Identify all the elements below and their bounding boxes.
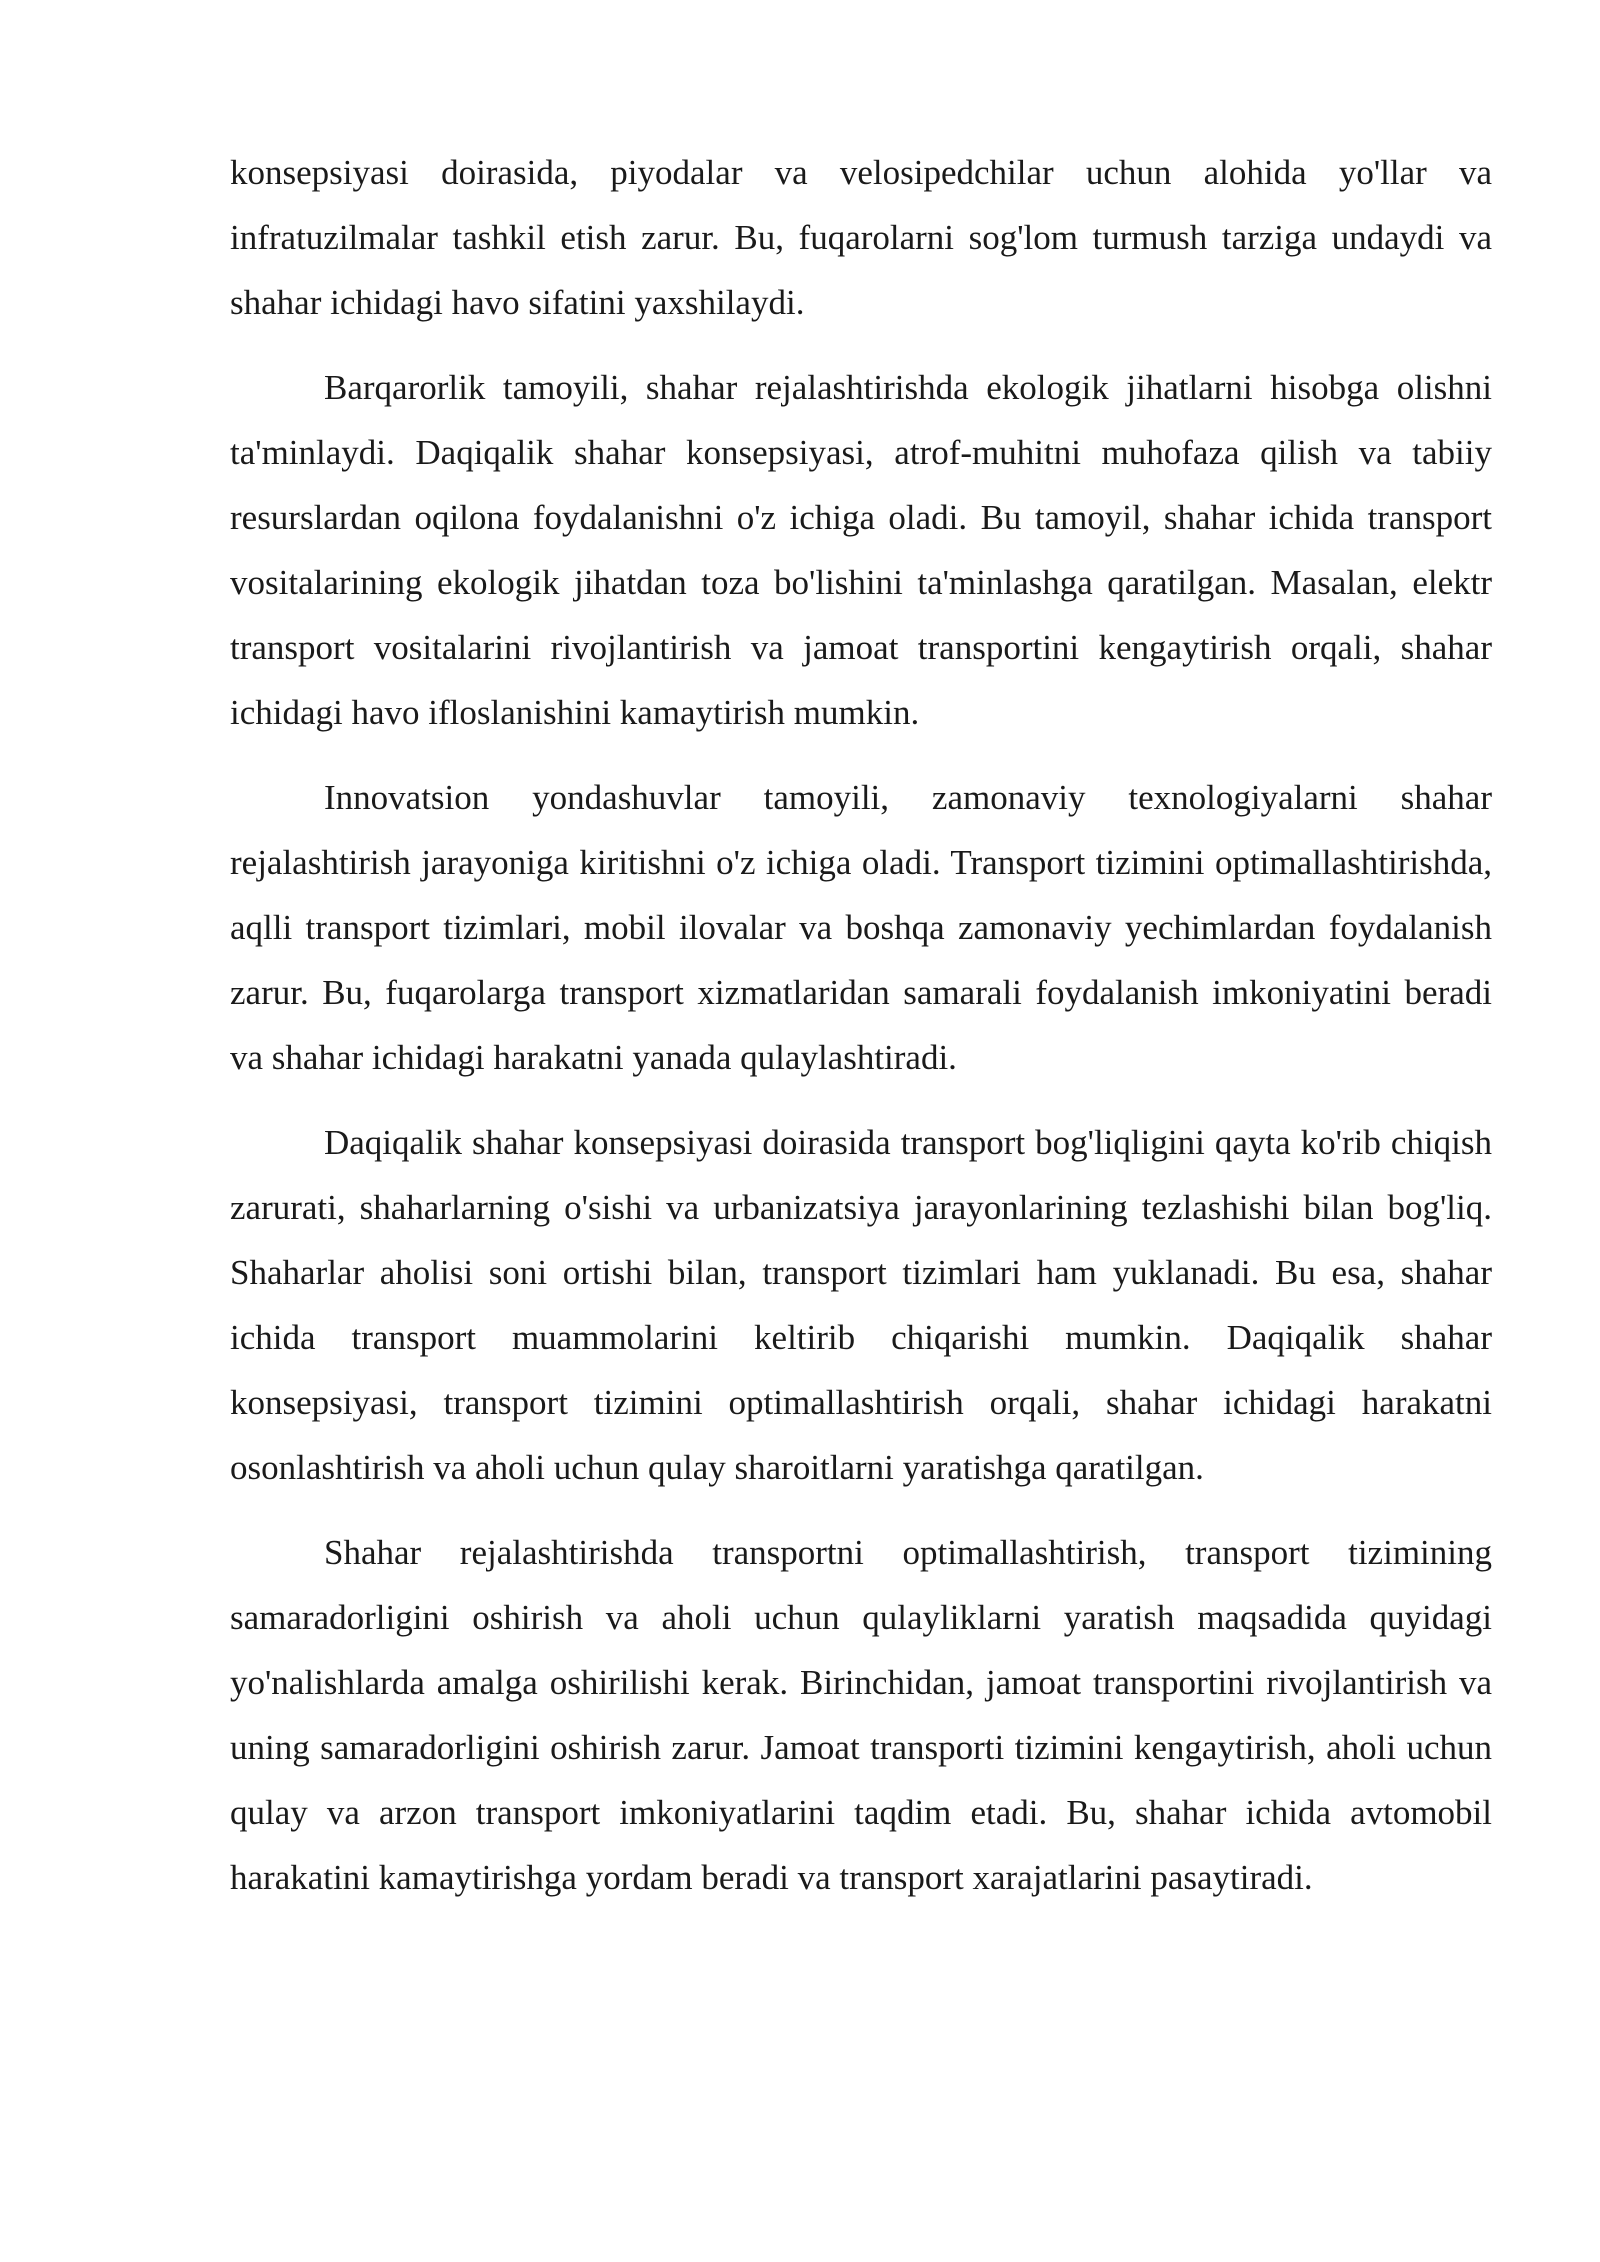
paragraph-innovation-principle: Innovatsion yondashuvlar tamoyili, zamonaviy texnologiyalarni shahar rejalashtirish jarayoniga kiritishni o'z ichiga oladi. Transport tizimini optimallashtirishda, aqlli transport tizimlari, mobil ilovalar va boshqa zamonaviy yechimlardan foydalanish zarur. Bu, fuqarolarga transport xizmatlaridan samarali foydalanish imkoniyatini beradi va shahar ichidagi harakatni yanada qulaylashtiradi. [230,778,1492,1077]
paragraph-sustainability-principle: Barqarorlik tamoyili, shahar rejalashtirishda ekologik jihatlarni hisobga olishni ta'minlaydi. Daqiqalik shahar konsepsiyasi, atrof-muhitni muhofaza qilish va tabiiy resurslardan oqilona foydalanishni o'z ichiga oladi. Bu tamoyil, shahar ichida transport vositalarining ekologik jihatdan toza bo'lishini ta'minlashga qaratilgan. Masalan, elektr transport vositalarini rivojlantirish va jamoat transportini kengaytirish orqali, shahar ichidagi havo ifloslanishini kamaytirish mumkin. [230,368,1492,732]
paragraph-transport-optimization: Shahar rejalashtirishda transportni optimallashtirish, transport tizimining samaradorligini oshirish va aholi uchun qulayliklarni yaratish maqsadida quyidagi yo'nalishlarda amalga oshirilishi kerak. Birinchidan, jamoat transportini rivojlantirish va uning samaradorligini oshirish zarur. Jamoat transporti tizimini kengaytirish, aholi uchun qulay va arzon transport imkoniyatlarini taqdim etadi. Bu, shahar ichida avtomobil harakatini kamaytirishga yordam beradi va transport xarajatlarini pasaytiradi. [230,1533,1492,1897]
document-body [230,140,1492,1930]
paragraph-continuation: konsepsiyasi doirasida, piyodalar va velosipedchilar uchun alohida yo'llar va infratuzilmalar tashkil etish zarur. Bu, fuqarolarni sog'lom turmush tarziga undaydi va shahar ichidagi havo sifatini yaxshilaydi. [230,153,1492,322]
paragraph-transport-connectivity: Daqiqalik shahar konsepsiyasi doirasida transport bog'liqligini qayta ko'rib chiqish zarurati, shaharlarning o'sishi va urbanizatsiya jarayonlarining tezlashishi bilan bog'liq. Shaharlar aholisi soni ortishi bilan, transport tizimlari ham yuklanadi. Bu esa, shahar ichida transport muammolarini keltirib chiqarishi mumkin. Daqiqalik shahar konsepsiyasi, transport tizimini optimallashtirish orqali, shahar ichidagi harakatni osonlashtirish va aholi uchun qulay sharoitlarni yaratishga qaratilgan. [230,1123,1492,1487]
